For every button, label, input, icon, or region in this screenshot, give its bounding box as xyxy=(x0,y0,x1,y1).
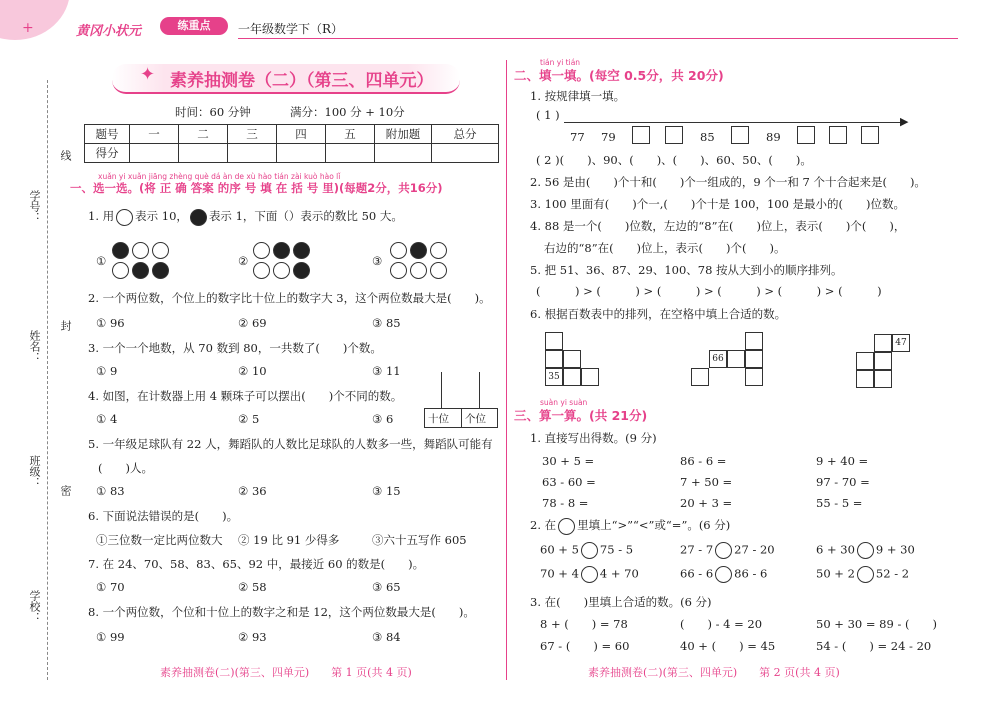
q1-8-option-a[interactable]: ① 99 xyxy=(96,630,125,644)
bead-dot xyxy=(132,242,149,259)
seq-blank[interactable] xyxy=(829,126,847,144)
score-header-row xyxy=(85,125,499,144)
q1-2-option-c[interactable]: ③ 85 xyxy=(372,316,401,330)
abacus-base xyxy=(424,408,498,428)
tag-badge: 练重点 xyxy=(160,17,228,35)
score-cell[interactable] xyxy=(228,144,277,163)
q1-3-option-a[interactable]: ① 9 xyxy=(96,364,118,378)
grid-cell: 66 xyxy=(709,350,727,368)
fill-item[interactable]: 54 - ( ) = 24 - 20 xyxy=(816,639,932,653)
grid-cell[interactable] xyxy=(745,350,763,368)
subject-label: 一年级数学下（R） xyxy=(238,22,344,36)
q1-1 xyxy=(88,208,403,226)
hollow-bead-icon xyxy=(116,209,133,226)
compare-right: 86 - 6 xyxy=(734,566,768,581)
compare-left: 27 - 7 xyxy=(680,542,714,557)
bead-dot xyxy=(293,262,310,279)
calc-item[interactable]: 55 - 5 = xyxy=(816,496,863,510)
calc-item[interactable]: 30 + 5 = xyxy=(542,454,595,468)
header-rule xyxy=(238,38,958,39)
student-no-label: 学号： xyxy=(28,190,41,223)
bead-dot xyxy=(152,242,169,259)
page-divider xyxy=(506,60,507,680)
section1-heading: 一、选一选。(将 正 确 答案 的序 号 填 在 括 号 里)(每题2分，共16分) xyxy=(70,181,443,195)
compare-circle[interactable] xyxy=(715,542,732,559)
bead-dot xyxy=(430,262,447,279)
q1-1-prefix: 1. 用 xyxy=(88,209,115,223)
seq-blank[interactable] xyxy=(861,126,879,144)
q1-5-cont: ( )人。 xyxy=(98,461,153,475)
fill-item[interactable]: ( ) - 4 = 20 xyxy=(680,617,763,631)
compare-right: 9 + 30 xyxy=(875,542,915,557)
compare-circle[interactable] xyxy=(581,566,598,583)
q1-6-option-b[interactable]: ② 19 比 91 少得多 xyxy=(238,533,340,547)
filled-bead-icon xyxy=(190,209,207,226)
page-title: 素养抽测卷（二）（第三、四单元） xyxy=(170,71,434,91)
bead-dot xyxy=(390,242,407,259)
bead-dot xyxy=(112,262,129,279)
fill-item[interactable]: 67 - ( ) = 60 xyxy=(540,639,630,653)
bead-dot xyxy=(132,262,149,279)
compare-right: 27 - 20 xyxy=(734,542,775,557)
score-cell[interactable] xyxy=(375,144,432,163)
q1-5-option-b[interactable]: ② 36 xyxy=(238,484,267,498)
compare-item xyxy=(816,542,915,559)
section2-pinyin: tián yi tián xyxy=(540,58,581,67)
q1-4: 4. 如图，在计数器上用 4 颗珠子可以摆出( )个不同的数。 xyxy=(88,389,403,403)
abacus-ones-label: 个位 xyxy=(465,413,486,425)
score-cell[interactable] xyxy=(130,144,179,163)
grid-cell[interactable] xyxy=(856,352,874,370)
grid-cell: 47 xyxy=(892,334,910,352)
footer-right: 素养抽测卷(二)(第三、四单元) 第 2 页(共 4 页) xyxy=(588,666,840,679)
q1-1-option-b[interactable]: ② xyxy=(238,254,249,268)
q2-4: 4. 88 是一个( )位数，左边的“8”在( )位上，表示( )个( )， xyxy=(530,219,906,233)
binding-line xyxy=(47,80,49,680)
q1-4-option-a[interactable]: ① 4 xyxy=(96,412,118,426)
compare-item xyxy=(680,566,767,583)
q1-3: 3. 一个一个地数，从 70 数到 80，一共数了( )个数。 xyxy=(88,341,382,355)
compare-circle[interactable] xyxy=(857,566,874,583)
q3-1: 1. 直接写出得数。(9 分) xyxy=(530,431,657,445)
q1-5-option-a[interactable]: ① 83 xyxy=(96,484,125,498)
score-header-cell: 四 xyxy=(277,125,326,144)
q3-2-suffix: 里填上“>”“<”或“=”。(6 分) xyxy=(577,518,731,532)
compare-left: 60 + 5 xyxy=(540,542,579,557)
bead-dot xyxy=(293,242,310,259)
q1-6: 6. 下面说法错误的是( )。 xyxy=(88,509,239,523)
calc-item[interactable]: 97 - 70 = xyxy=(816,475,870,489)
q1-5: 5. 一年级足球队有 22 人，舞蹈队的人数比足球队的人数多一些，舞蹈队可能有 xyxy=(88,437,493,451)
grid-cell[interactable] xyxy=(563,350,581,368)
calc-item[interactable]: 7 + 50 = xyxy=(680,475,733,489)
score-cell[interactable] xyxy=(277,144,326,163)
q1-8-option-b[interactable]: ② 93 xyxy=(238,630,267,644)
score-cell[interactable] xyxy=(326,144,375,163)
time-info: 时间：60 分钟 xyxy=(175,105,251,119)
q1-5-option-c[interactable]: ③ 15 xyxy=(372,484,401,498)
score-header-cell: 二 xyxy=(179,125,228,144)
score-header-cell: 三 xyxy=(228,125,277,144)
calc-item[interactable]: 9 + 40 = xyxy=(816,454,869,468)
q2-5: 5. 把 51、36、87、29、100、78 按从大到小的顺序排列。 xyxy=(530,263,843,277)
plus-icon: + xyxy=(22,20,34,36)
abacus-rod xyxy=(479,372,480,408)
abacus-tens-label: 十位 xyxy=(428,413,449,425)
compare-right: 4 + 70 xyxy=(599,566,639,581)
grid-cell[interactable] xyxy=(745,368,763,386)
seq-num: 89 xyxy=(766,130,781,144)
bead-dot xyxy=(430,242,447,259)
section1-pinyin: xuǎn yi xuǎn jiāng zhèng què dá àn de xù hào tián zài kuò hào lǐ xyxy=(98,172,341,181)
score-cell[interactable] xyxy=(179,144,228,163)
q2-1: 1. 按规律填一填。 xyxy=(530,89,626,103)
grid-cell[interactable] xyxy=(581,368,599,386)
q2-4-cont: 右边的“8”在( )位上，表示( )个( )。 xyxy=(544,241,786,255)
score-row-label: 得分 xyxy=(85,144,130,163)
bead-dot xyxy=(112,242,129,259)
compare-item xyxy=(816,566,909,583)
compare-right: 75 - 5 xyxy=(599,542,634,557)
score-table xyxy=(84,124,499,163)
seq-num: 79 xyxy=(601,130,616,144)
calc-item[interactable]: 78 - 8 = xyxy=(542,496,589,510)
grid-cell[interactable] xyxy=(874,352,892,370)
compare-left: 50 + 2 xyxy=(816,566,855,581)
grid-cell[interactable] xyxy=(545,350,563,368)
compare-left: 70 + 4 xyxy=(540,566,579,581)
blank-circle-icon xyxy=(558,518,575,535)
bead-dot xyxy=(253,242,270,259)
abacus-rod xyxy=(441,372,442,408)
grid-cell: 35 xyxy=(545,368,563,386)
grid-cell[interactable] xyxy=(563,368,581,386)
number-line xyxy=(564,122,906,123)
grid-cell[interactable] xyxy=(691,368,709,386)
section2-heading: 二、填一填。(每空 0.5分，共 20分) xyxy=(514,68,724,83)
logo: 黄冈小状元 xyxy=(76,24,142,39)
score-cell[interactable] xyxy=(432,144,499,163)
q1-3-option-b[interactable]: ② 10 xyxy=(238,364,267,378)
q1-1-option-a[interactable]: ① xyxy=(96,254,107,268)
fill-item[interactable]: 40 + ( ) = 45 xyxy=(680,639,776,653)
grid-cell[interactable] xyxy=(874,334,892,352)
school-label: 学校： xyxy=(28,590,41,623)
score-header-cell: 题号 xyxy=(85,125,130,144)
score-row xyxy=(85,144,499,163)
compare-item xyxy=(540,566,639,583)
arrow-right-icon: ▶ xyxy=(900,115,909,128)
seq-blank[interactable] xyxy=(797,126,815,144)
seq-num: 85 xyxy=(700,130,715,144)
bead-dot xyxy=(410,262,427,279)
line-mark: 线 xyxy=(59,150,72,161)
q1-6-option-c[interactable]: ③六十五写作 605 xyxy=(372,533,467,547)
score-header-cell: 五 xyxy=(326,125,375,144)
calc-item[interactable]: 86 - 6 = xyxy=(680,454,727,468)
class-label: 班级： xyxy=(28,455,41,488)
compare-right: 52 - 2 xyxy=(875,566,910,581)
bead-dot xyxy=(273,242,290,259)
q2-3: 3. 100 里面有( )个一,( )个十是 100，100 是最小的( )位数。 xyxy=(530,197,906,211)
q1-1-mid2: 表示 1，下面（ xyxy=(208,209,289,223)
grid-cell[interactable] xyxy=(727,350,745,368)
q2-5-blanks[interactable]: ( ) > ( ) > ( ) > ( ) > ( ) > ( ) xyxy=(536,284,882,298)
q2-6: 6. 根据百数表中的排列，在空格中填上合适的数。 xyxy=(530,307,787,321)
compare-circle[interactable] xyxy=(857,542,874,559)
q3-2-prefix: 2. 在 xyxy=(530,518,557,532)
rocket-icon: ✦ xyxy=(140,64,156,85)
seq-blank[interactable] xyxy=(632,126,650,144)
score-header-cell: 总分 xyxy=(432,125,499,144)
q2-1-part2: ( 2 )( )、90、( )、( )、60、50、( )。 xyxy=(536,153,812,167)
q1-7-option-c[interactable]: ③ 65 xyxy=(372,580,401,594)
footer-left: 素养抽测卷(二)(第三、四单元) 第 1 页(共 4 页) xyxy=(160,666,412,679)
q2-1-label: ( 1 ) xyxy=(536,108,560,122)
q1-1-mid1: 表示 10， xyxy=(135,209,188,223)
q1-6-option-a[interactable]: ①三位数一定比两位数大 xyxy=(96,533,223,547)
bead-dot xyxy=(253,262,270,279)
q1-1-option-c[interactable]: ③ xyxy=(372,254,383,268)
calc-item[interactable]: 63 - 60 = xyxy=(542,475,596,489)
seq-blank[interactable] xyxy=(731,126,749,144)
compare-item xyxy=(540,542,633,559)
q1-7-option-a[interactable]: ① 70 xyxy=(96,580,125,594)
seq-num: 77 xyxy=(570,130,585,144)
q1-4-option-b[interactable]: ② 5 xyxy=(238,412,260,426)
q1-7-option-b[interactable]: ② 58 xyxy=(238,580,267,594)
bead-dot xyxy=(152,262,169,279)
q1-4-option-c[interactable]: ③ 6 xyxy=(372,412,394,426)
decor-blob xyxy=(0,0,70,40)
q1-2-option-a[interactable]: ① 96 xyxy=(96,316,125,330)
q2-2: 2. 56 是由( )个十和( )个一组成的，9 个一和 7 个十合起来是( )。 xyxy=(530,175,926,189)
grid-cell[interactable] xyxy=(874,370,892,388)
q3-2 xyxy=(530,517,730,535)
compare-left: 66 - 6 xyxy=(680,566,714,581)
fill-item[interactable]: 50 + 30 = 89 - ( ) xyxy=(816,617,937,631)
q1-1-end: ）表示的数比 50 大。 xyxy=(288,209,403,223)
q1-8: 8. 一个两位数，个位和十位上的数字之和是 12，这个两位数最大是( )。 xyxy=(88,605,475,619)
secret-mark: 密 xyxy=(59,485,72,496)
q1-8-option-c[interactable]: ③ 84 xyxy=(372,630,401,644)
score-header-cell: 一 xyxy=(130,125,179,144)
compare-item xyxy=(680,542,775,559)
grid-cell[interactable] xyxy=(745,332,763,350)
grid-cell[interactable] xyxy=(545,332,563,350)
q1-2-option-b[interactable]: ② 69 xyxy=(238,316,267,330)
bead-dot xyxy=(390,262,407,279)
bead-dot xyxy=(410,242,427,259)
section3-heading: 三、算一算。(共 21分) xyxy=(514,408,648,423)
grid-cell[interactable] xyxy=(856,370,874,388)
section3-pinyin: suàn yi suàn xyxy=(540,398,588,407)
score-info: 满分：100 分 + 10分 xyxy=(290,105,405,119)
fill-item[interactable]: 8 + ( ) = 78 xyxy=(540,617,628,631)
q3-3: 3. 在( )里填上合适的数。(6 分) xyxy=(530,595,712,609)
abacus-divider xyxy=(461,409,462,427)
seal-mark: 封 xyxy=(59,320,72,331)
q1-7: 7. 在 24、70、58、83、65、92 中，最接近 60 的数是( )。 xyxy=(88,557,425,571)
score-header-cell: 附加题 xyxy=(375,125,432,144)
q1-3-option-c[interactable]: ③ 11 xyxy=(372,364,401,378)
name-label: 姓名： xyxy=(28,330,41,363)
bead-dot xyxy=(273,262,290,279)
compare-circle[interactable] xyxy=(715,566,732,583)
seq-blank[interactable] xyxy=(665,126,683,144)
compare-circle[interactable] xyxy=(581,542,598,559)
calc-item[interactable]: 20 + 3 = xyxy=(680,496,733,510)
q1-2: 2. 一个两位数，个位上的数字比十位上的数字大 3，这个两位数最大是( )。 xyxy=(88,291,491,305)
compare-left: 6 + 30 xyxy=(816,542,855,557)
